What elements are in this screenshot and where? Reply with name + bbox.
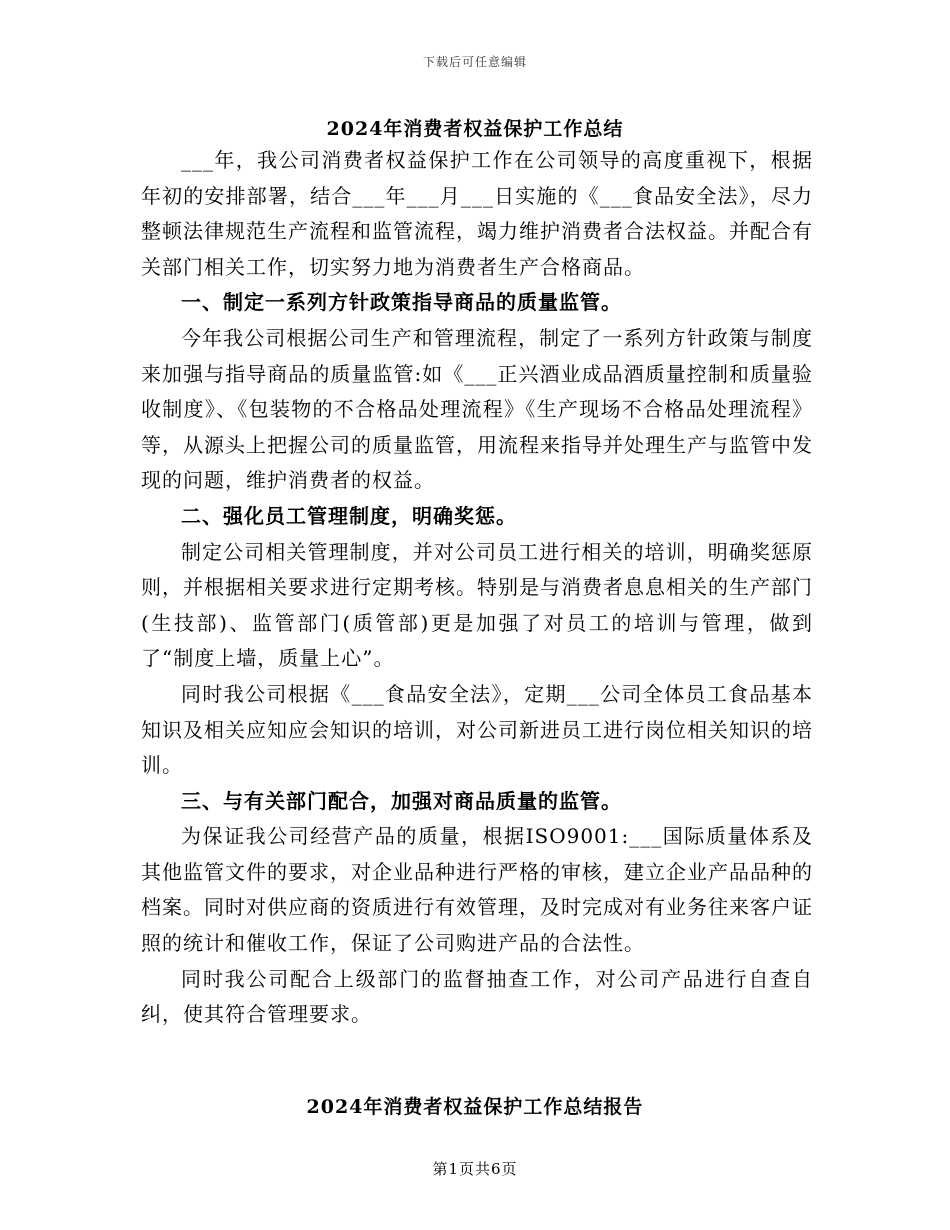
header-note: 下载后可任意编辑: [422, 55, 527, 69]
document-title: 2024年消费者权益保护工作总结: [326, 118, 624, 140]
page-footer: 第1页共6页: [432, 1160, 518, 1178]
section-heading-3: 三、与有关部门配合，加强对商品质量的监管。: [181, 788, 622, 813]
paragraph-section-1: 今年我公司根据公司生产和管理流程，制定了一系列方针政策与制度来加强与指导商品的质量监管:如《___正兴酒业成品酒质量控制和质量验收制度》、《包装物的不合格品处理流程》《生产现场不合格品处理流程》等，从源头上把握公司的质量监管，用流程来指导并处理生产与监管中发现的问题，维护消费者的权益。: [141, 325, 813, 493]
document-body: [141, 143, 813, 1033]
paragraph-section-3b: 同时我公司配合上级部门的监督抽查工作，对公司产品进行自查自纠，使其符合管理要求。: [141, 966, 813, 1027]
paragraph-section-2b: 同时我公司根据《___食品安全法》，定期___公司全体员工食品基本知识及相关应知应会知识的培训，对公司新进员工进行岗位相关知识的培训。: [141, 681, 813, 778]
section-heading-2: 二、强化员工管理制度，明确奖惩。: [181, 503, 517, 528]
second-document-title: 2024年消费者权益保护工作总结报告: [306, 1096, 644, 1118]
paragraph-section-2a: 制定公司相关管理制度，并对公司员工进行相关的培训，明确奖惩原则，并根据相关要求进行定期考核。特别是与消费者息息相关的生产部门(生技部)、监管部门(质管部)更是加强了对员工的培训与管理，做到了“制度上墙，质量上心”。: [141, 539, 813, 671]
section-heading-1: 一、制定一系列方针政策指导商品的质量监管。: [181, 290, 622, 315]
paragraph-section-3a: 为保证我公司经营产品的质量，根据ISO9001:___国际质量体系及其他监管文件的要求，对企业品种进行严格的审核，建立企业产品品种的档案。同时对供应商的资质进行有效管理，及时完成对有业务往来客户证照的统计和催收工作，保证了公司购进产品的合法性。: [141, 824, 813, 956]
paragraph-intro: ___年，我公司消费者权益保护工作在公司领导的高度重视下，根据年初的安排部署，结合___年___月___日实施的《___食品安全法》，尽力整顿法律规范生产流程和监管流程，竭力维护消费者合法权益。并配合有关部门相关工作，切实努力地为消费者生产合格商品。: [141, 148, 813, 279]
